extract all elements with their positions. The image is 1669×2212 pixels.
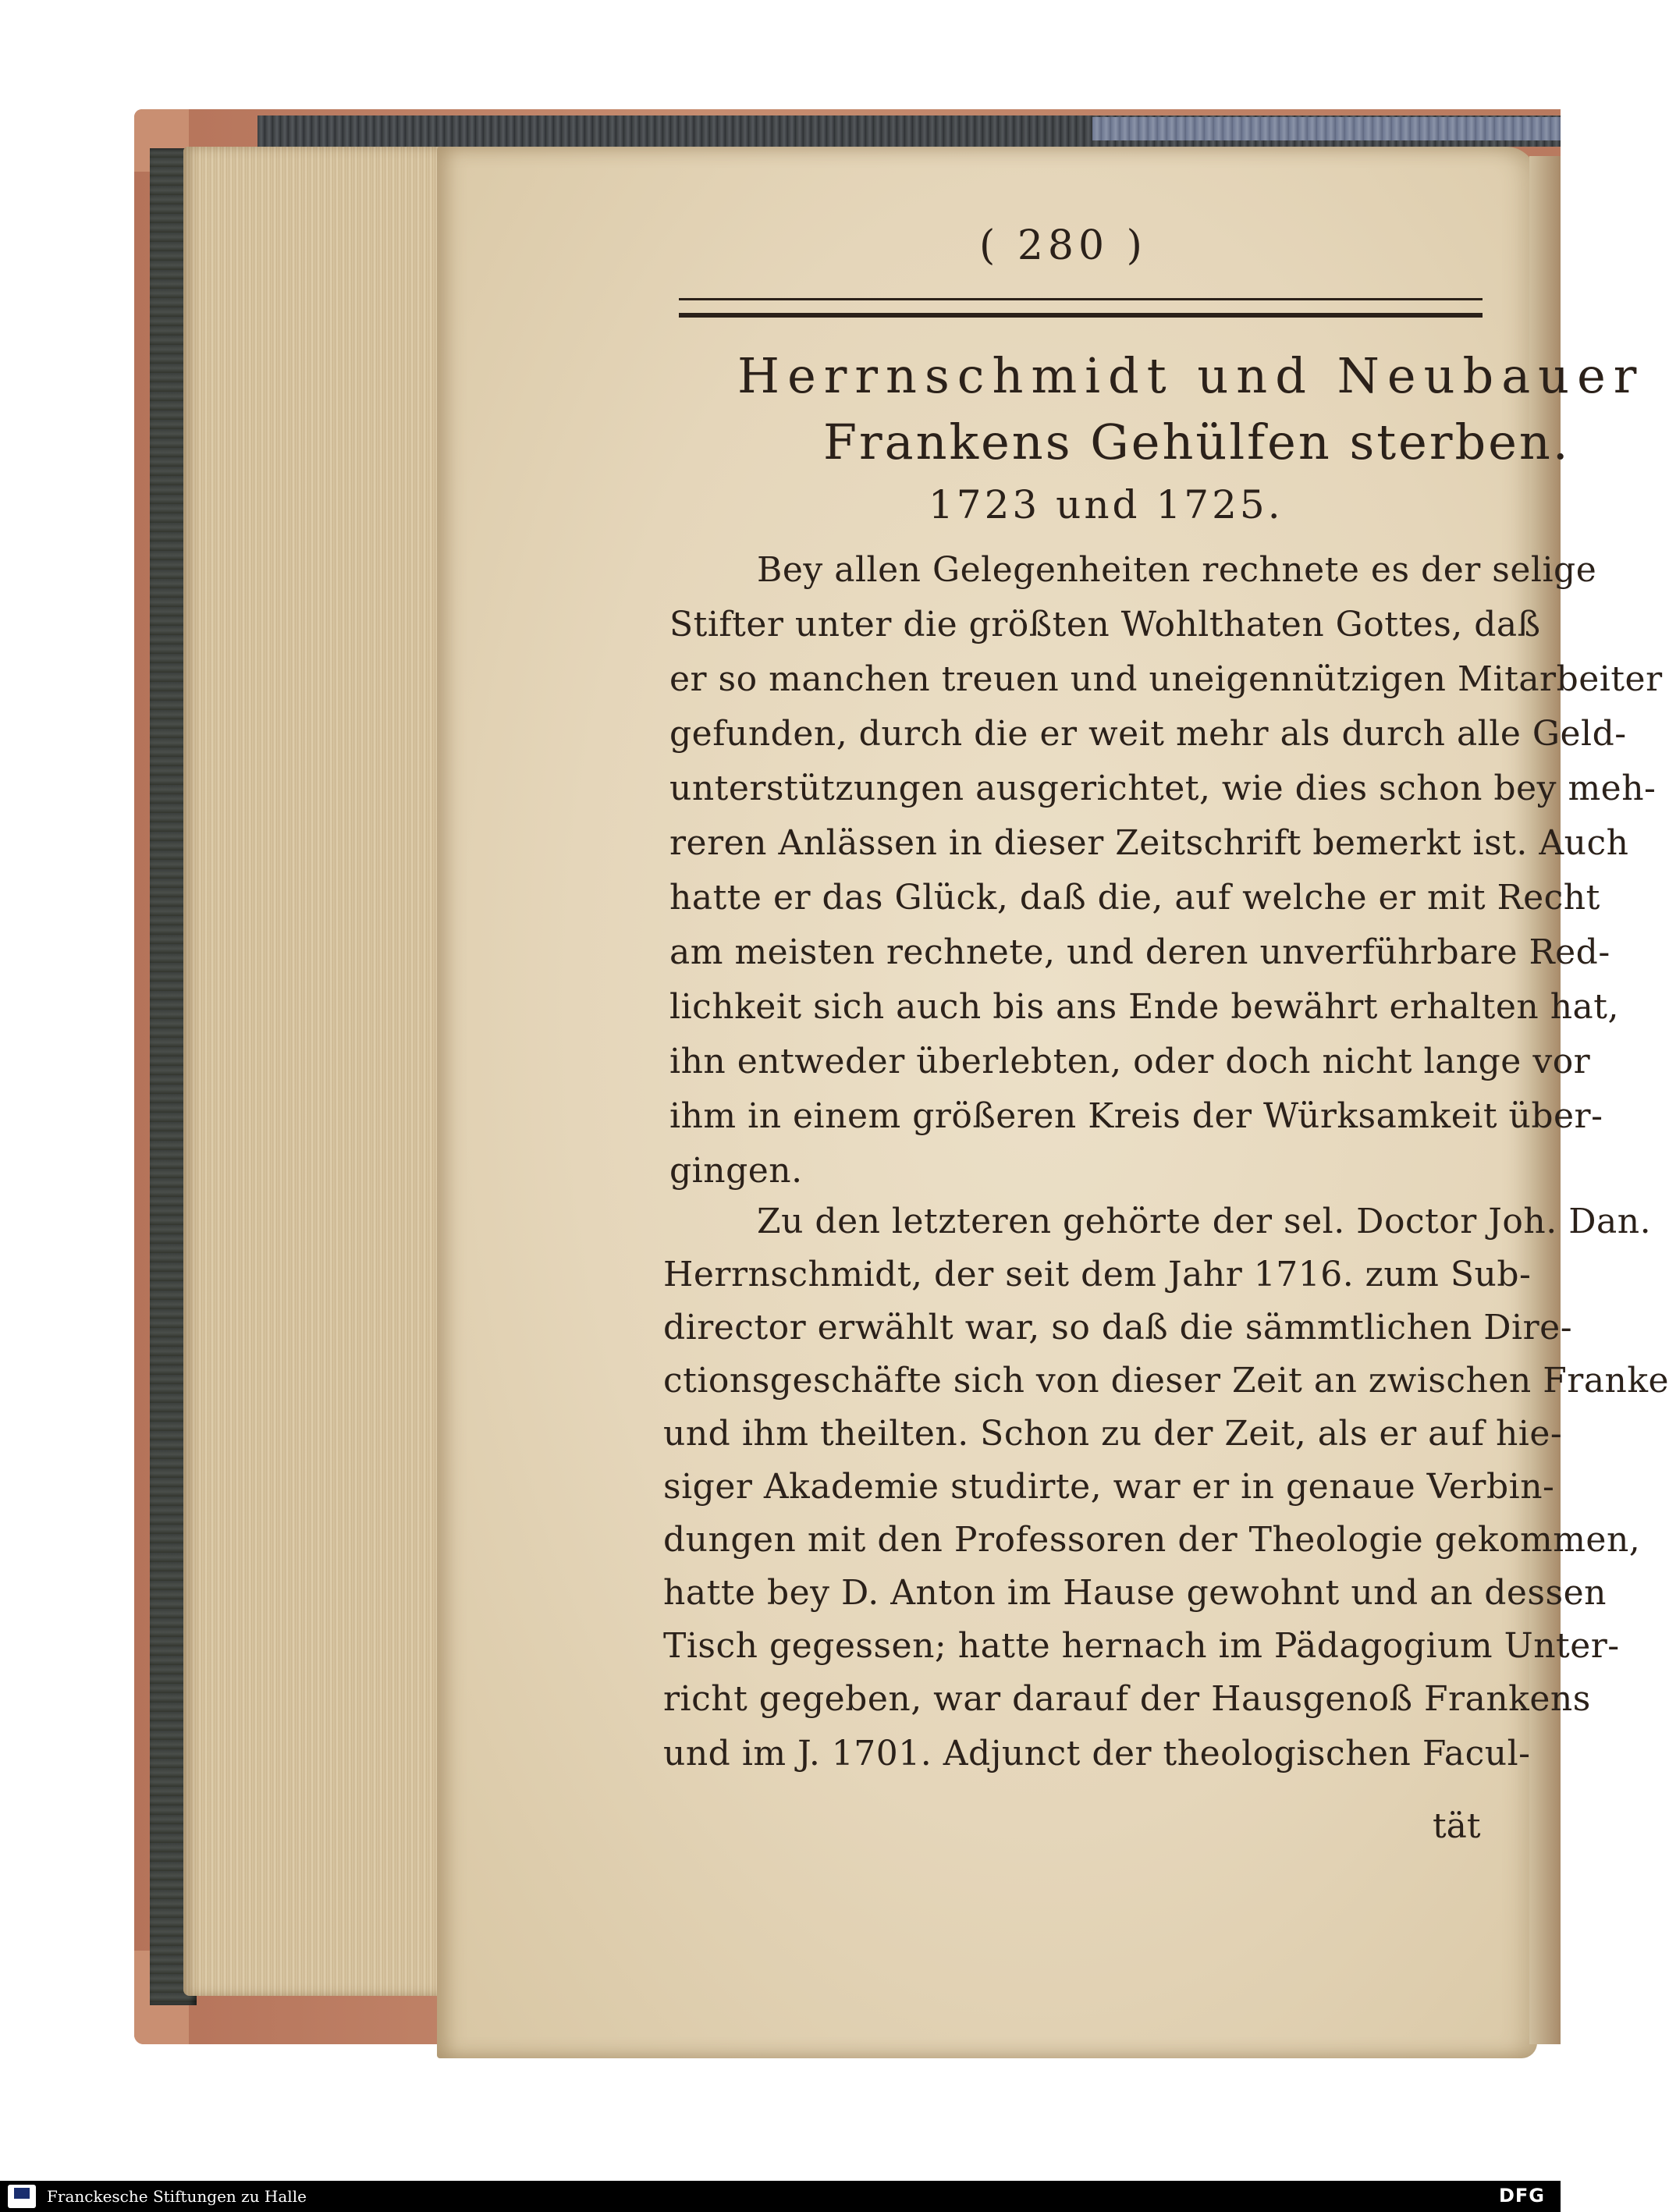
text-line: und im J. 1701. Adjunct der theologischen Facul- <box>663 1734 1531 1774</box>
institution-logo-mark <box>14 2188 30 2199</box>
text-line: lichkeit sich auch bis ans Ende bewährt erhalten hat, <box>669 987 1619 1027</box>
text-line: gingen. <box>669 1151 803 1191</box>
text-line: dungen mit den Professoren der Theologie gekommen, <box>663 1520 1641 1560</box>
text-line: ihm in einem größeren Kreis der Würksamkeit über- <box>669 1096 1603 1136</box>
chapter-heading-line1: Herrnschmidt und Neubauer <box>737 347 1645 404</box>
text-line: Tisch gegessen; hatte hernach im Pädagogium Unter- <box>663 1626 1620 1666</box>
text-line: unterstützungen ausgerichtet, wie dies schon bey meh- <box>669 769 1657 808</box>
text-line: reren Anlässen in dieser Zeitschrift bemerkt ist. Auch <box>669 823 1629 863</box>
text-line: Stifter unter die größten Wohlthaten Gottes, daß <box>669 605 1541 644</box>
text-line: am meisten rechnete, und deren unverführbare Red- <box>669 932 1610 972</box>
text-line: siger Akademie studirte, war er in genaue Verbin- <box>663 1467 1555 1507</box>
text-line: hatte bey D. Anton im Hause gewohnt und an dessen <box>663 1573 1607 1613</box>
text-line: und ihm theilten. Schon zu der Zeit, als er auf hie- <box>663 1414 1563 1454</box>
footer-funder-logo: DFG <box>1498 2185 1545 2207</box>
page-number: ( 280 ) <box>979 222 1147 269</box>
chapter-heading-years: 1723 und 1725. <box>929 482 1284 527</box>
text-line: gefunden, durch die er weit mehr als durch alle Geld- <box>669 714 1627 754</box>
text-line: director erwählt war, so daß die sämmtlichen Dire- <box>663 1308 1573 1347</box>
chapter-heading-line2: Frankens Gehülfen sterben. <box>823 414 1571 470</box>
text-line: Bey allen Gelegenheiten rechnete es der selige <box>757 550 1597 590</box>
text-line: ctionsgeschäfte sich von dieser Zeit an zwischen Franke <box>663 1361 1669 1401</box>
head-band-blue <box>1092 117 1561 140</box>
text-line: Zu den letzteren gehörte der sel. Doctor Joh. Dan. <box>757 1202 1652 1241</box>
text-line: er so manchen treuen und uneigennützigen Mitarbeiter <box>669 659 1663 699</box>
text-line: richt gegeben, war darauf der Hausgenoß Frankens <box>663 1679 1591 1719</box>
catchword: tät <box>1433 1806 1481 1846</box>
page-edges <box>183 147 449 1996</box>
text-line: ihn entweder überlebten, oder doch nicht lange vor <box>669 1042 1591 1081</box>
footer-institution: Franckesche Stiftungen zu Halle <box>47 2187 307 2206</box>
text-line: hatte er das Glück, daß die, auf welche er mit Recht <box>669 878 1600 918</box>
header-rule <box>679 298 1483 318</box>
text-line: Herrnschmidt, der seit dem Jahr 1716. zum Sub- <box>663 1255 1532 1294</box>
